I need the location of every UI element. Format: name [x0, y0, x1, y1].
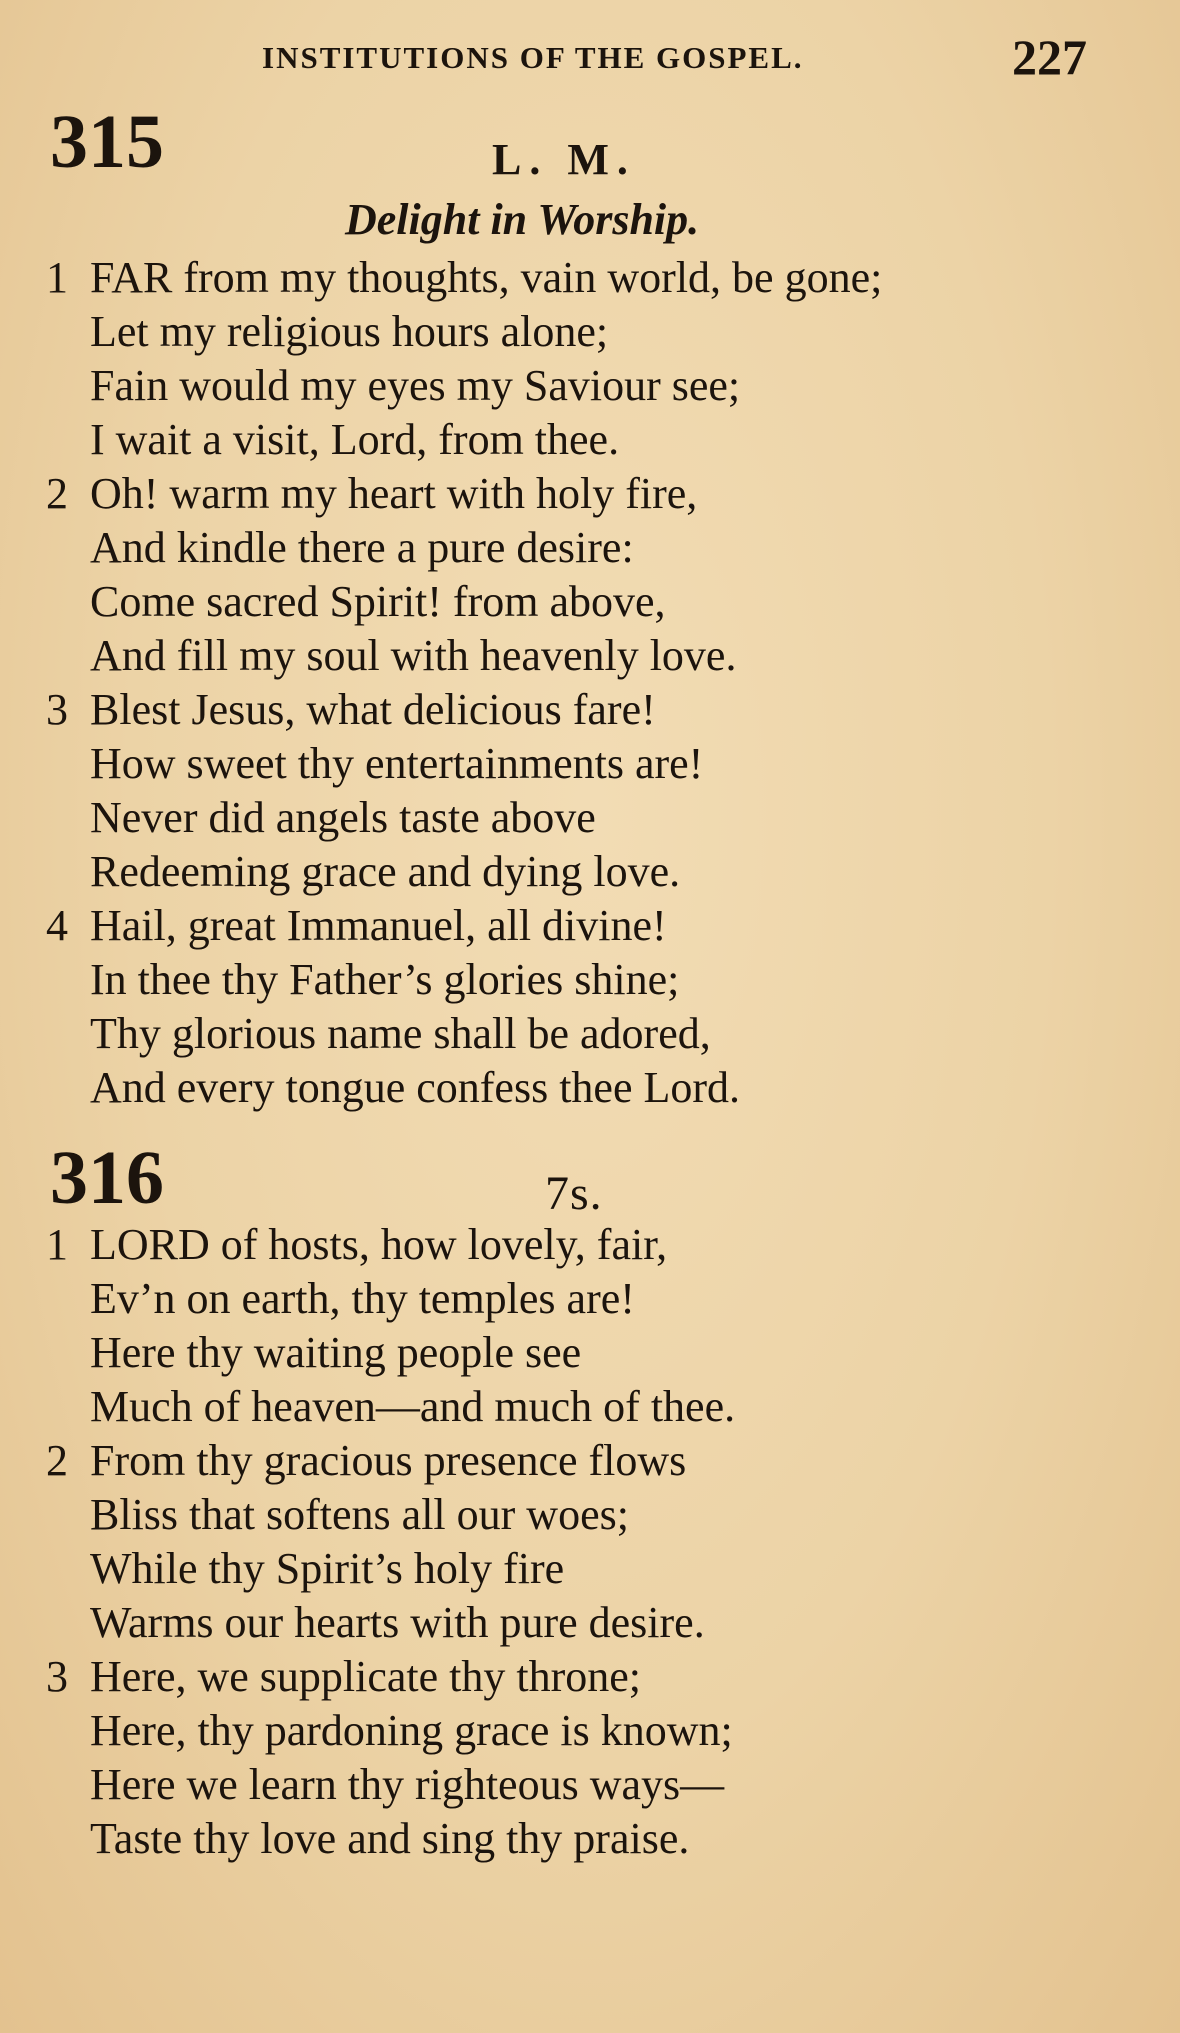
- hymn-line: [0, 467, 1180, 521]
- hymn-number: 315: [50, 100, 164, 184]
- hymn-line: [0, 899, 1180, 953]
- line-text: Hail, great Immanuel, all divine!: [90, 901, 667, 950]
- hymn-line: [0, 1272, 1180, 1326]
- hymn-line: [0, 575, 1180, 629]
- hymn-number: 316: [50, 1136, 164, 1220]
- page-header: [0, 28, 1180, 98]
- line-text: Taste thy love and sing thy praise.: [90, 1814, 690, 1863]
- hymn-line: [0, 1434, 1180, 1488]
- line-text: Blest Jesus, what delicious fare!: [90, 685, 656, 734]
- hymn-meter: 7s.: [545, 1167, 603, 1220]
- hymn-line: [0, 1650, 1180, 1704]
- hymn-line: [0, 251, 1180, 305]
- hymn-subtitle: Delight in Worship.: [345, 195, 700, 244]
- hymn-line: [0, 1704, 1180, 1758]
- line-text: Thy glorious name shall be adored,: [90, 1009, 711, 1058]
- verse-number: 1: [46, 1220, 68, 1269]
- hymn-verses: [0, 1218, 1180, 1866]
- hymn-line: [0, 1326, 1180, 1380]
- hymn-line: [0, 1218, 1180, 1272]
- verse-number: 3: [46, 685, 68, 734]
- line-text: Let my religious hours alone;: [90, 307, 609, 356]
- page-number: 227: [1012, 29, 1087, 85]
- verse-number: 2: [46, 469, 68, 518]
- line-text: Fain would my eyes my Saviour see;: [90, 361, 741, 410]
- line-text: Oh! warm my heart with holy fire,: [90, 469, 698, 518]
- line-text: And kindle there a pure desire:: [90, 523, 634, 572]
- line-text: I wait a visit, Lord, from thee.: [90, 415, 620, 464]
- line-text: Here thy waiting people see: [90, 1328, 582, 1377]
- hymn-line: [0, 1061, 1180, 1115]
- verse-number: 4: [46, 901, 68, 950]
- hymn-meter: L. M.: [492, 135, 636, 184]
- hymn-line: [0, 413, 1180, 467]
- line-text: And fill my soul with heavenly love.: [90, 631, 737, 680]
- hymn-line: [0, 359, 1180, 413]
- verse-number: 2: [46, 1436, 68, 1485]
- hymn-line: [0, 521, 1180, 575]
- line-text: Much of heaven—and much of thee.: [90, 1382, 736, 1431]
- hymn-line: [0, 791, 1180, 845]
- hymn-line: [0, 1380, 1180, 1434]
- hymn-line: [0, 683, 1180, 737]
- line-text: Here we learn thy righteous ways—: [90, 1760, 725, 1809]
- hymn-line: [0, 1488, 1180, 1542]
- running-title: INSTITUTIONS OF THE GOSPEL.: [262, 40, 804, 75]
- line-text: Come sacred Spirit! from above,: [90, 577, 666, 626]
- hymn-line: [0, 1596, 1180, 1650]
- hymn-line: [0, 845, 1180, 899]
- hymn-verses: [0, 251, 1180, 1115]
- line-text: Never did angels taste above: [90, 793, 596, 842]
- hymn-line: [0, 1812, 1180, 1866]
- hymn-line: [0, 1758, 1180, 1812]
- hymn-line: [0, 953, 1180, 1007]
- line-text: LORD of hosts, how lovely, fair,: [90, 1220, 668, 1269]
- line-text: Redeeming grace and dying love.: [90, 847, 681, 896]
- line-text: FAR from my thoughts, vain world, be gone;: [90, 253, 883, 302]
- hymn-line: [0, 1542, 1180, 1596]
- hymn-line: [0, 1007, 1180, 1061]
- line-text: From thy gracious presence flows: [90, 1436, 687, 1485]
- line-text: While thy Spirit’s holy fire: [90, 1544, 565, 1593]
- line-text: Warms our hearts with pure desire.: [90, 1598, 705, 1647]
- line-text: Ev’n on earth, thy temples are!: [90, 1274, 635, 1323]
- verse-number: 1: [46, 253, 68, 302]
- line-text: Here, we supplicate thy throne;: [90, 1652, 642, 1701]
- line-text: Here, thy pardoning grace is known;: [90, 1706, 733, 1755]
- line-text: How sweet thy entertainments are!: [90, 739, 704, 788]
- hymn-line: [0, 305, 1180, 359]
- hymn-line: [0, 629, 1180, 683]
- line-text: Bliss that softens all our woes;: [90, 1490, 629, 1539]
- hymn-line: [0, 737, 1180, 791]
- verse-number: 3: [46, 1652, 68, 1701]
- line-text: And every tongue confess thee Lord.: [90, 1063, 741, 1112]
- line-text: In thee thy Father’s glories shine;: [90, 955, 680, 1004]
